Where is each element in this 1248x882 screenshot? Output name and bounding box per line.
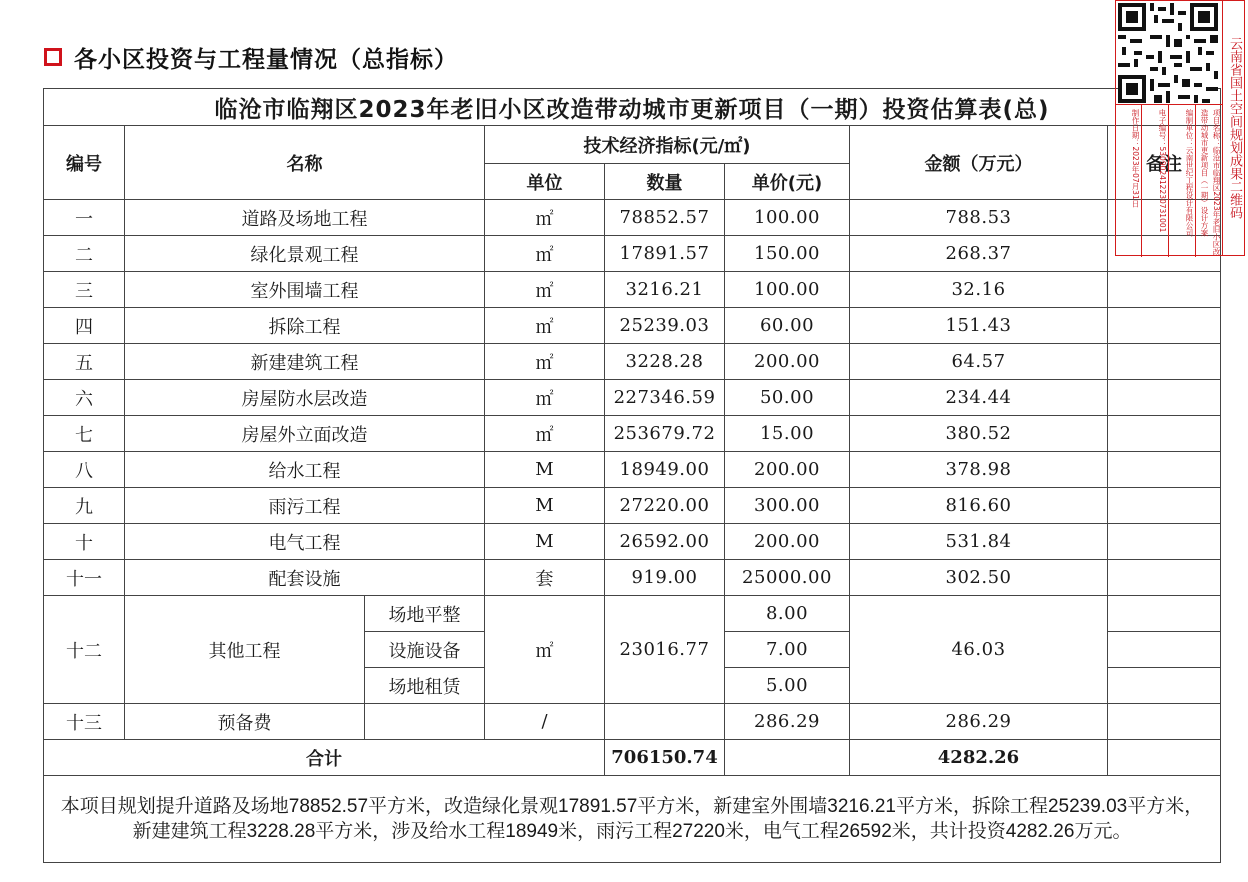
header-price: 单价(元) (725, 164, 850, 200)
row-no: 九 (44, 488, 125, 524)
row-unit: ㎡ (485, 596, 605, 704)
row-name: 新建建筑工程 (125, 344, 485, 380)
row-qty: 17891.57 (605, 236, 725, 272)
row-amount: 378.98 (850, 452, 1108, 488)
qr-code-icon (1118, 3, 1218, 103)
row-name: 拆除工程 (125, 308, 485, 344)
row-unit: ㎡ (485, 236, 605, 272)
row-qty: 3228.28 (605, 344, 725, 380)
row-amount: 788.53 (850, 200, 1108, 236)
total-qty: 706150.74 (605, 740, 725, 776)
sub-item-price: 8.00 (725, 596, 850, 632)
row-price: 100.00 (725, 200, 850, 236)
sub-item-price: 5.00 (725, 668, 850, 704)
row-price: 60.00 (725, 308, 850, 344)
sub-item-price: 7.00 (725, 632, 850, 668)
header-remark: 备注 (1108, 126, 1221, 200)
table-row (44, 344, 1221, 380)
total-price-empty (725, 740, 850, 776)
red-square-icon (44, 48, 62, 66)
stamp-col-date: 制作日期：2023年07月31日 (1115, 105, 1142, 257)
row-price: 286.29 (725, 704, 850, 740)
table-title: 临沧市临翔区2023年老旧小区改造带动城市更新项目（一期）投资估算表(总) (44, 89, 1221, 126)
row-name: 预备费 (125, 704, 365, 740)
row-no: 六 (44, 380, 125, 416)
table-row (44, 416, 1221, 452)
row-name: 绿化景观工程 (125, 236, 485, 272)
sub-item-name: 场地租赁 (365, 668, 485, 704)
row-unit: ㎡ (485, 272, 605, 308)
header-tech: 技术经济指标(元/㎡) (485, 126, 850, 164)
row-no: 十二 (44, 596, 125, 704)
row-no: 十 (44, 524, 125, 560)
row-unit: ㎡ (485, 344, 605, 380)
stamp-col-code: 电子编号：5309024122307310​01 (1142, 105, 1169, 257)
row-amount: 380.52 (850, 416, 1108, 452)
row-unit: M (485, 452, 605, 488)
header-no: 编号 (44, 126, 125, 200)
row-qty: 227346.59 (605, 380, 725, 416)
row-no: 十一 (44, 560, 125, 596)
table-row (44, 272, 1221, 308)
qr-code-stamp (1115, 0, 1245, 257)
row-remark (1108, 632, 1221, 668)
sub-item-name: 设施设备 (365, 632, 485, 668)
table-row-other (44, 596, 1221, 632)
header-qty: 数量 (605, 164, 725, 200)
row-amount: 151.43 (850, 308, 1108, 344)
stamp-columns (1115, 104, 1222, 257)
stamp-col-unit: 编制单位：云南世纪工程设计有限公司 (1169, 105, 1196, 257)
row-price: 25000.00 (725, 560, 850, 596)
table-row (44, 308, 1221, 344)
row-remark (1108, 740, 1221, 776)
row-remark (1108, 596, 1221, 632)
summary-note: 本项目规划提升道路及场地78852.57平方米，改造绿化景观17891.57平方米，新建室外围墙3216.21平方米，拆除工程25239.03平方米，新建建筑工程3228.28平方米，涉及给水工程18949米，雨污工程27220米，电气工程26592米，共计投资4282.26万元。 (44, 776, 1221, 863)
row-unit: M (485, 524, 605, 560)
row-amount: 234.44 (850, 380, 1108, 416)
row-name: 给水工程 (125, 452, 485, 488)
row-amount: 268.37 (850, 236, 1108, 272)
total-label: 合计 (44, 740, 605, 776)
row-remark (1108, 560, 1221, 596)
row-qty: 253679.72 (605, 416, 725, 452)
table-row-total (44, 740, 1221, 776)
row-unit: M (485, 488, 605, 524)
row-remark (1108, 380, 1221, 416)
row-unit: ㎡ (485, 200, 605, 236)
row-name: 道路及场地工程 (125, 200, 485, 236)
row-qty (605, 704, 725, 740)
row-unit: / (485, 704, 605, 740)
row-qty: 18949.00 (605, 452, 725, 488)
row-amount: 46.03 (850, 596, 1108, 704)
row-qty: 919.00 (605, 560, 725, 596)
row-qty: 23016.77 (605, 596, 725, 704)
row-unit: ㎡ (485, 416, 605, 452)
stamp-col-project: 项目名称：临沧市临翔区2023年老旧小区改造带动城市更新项目（一期）设计方案 (1200, 109, 1221, 256)
row-price: 200.00 (725, 524, 850, 560)
row-remark (1108, 704, 1221, 740)
row-amount: 32.16 (850, 272, 1108, 308)
row-unit: ㎡ (485, 380, 605, 416)
row-no: 七 (44, 416, 125, 452)
row-qty: 26592.00 (605, 524, 725, 560)
row-unit: 套 (485, 560, 605, 596)
stamp-title: 云南省国土空间规划成果二维码 (1222, 0, 1245, 256)
table-note-row (44, 776, 1221, 863)
section-title: 各小区投资与工程量情况（总指标） (74, 46, 458, 73)
section-heading (44, 40, 458, 74)
table-row-reserve (44, 704, 1221, 740)
row-amount: 531.84 (850, 524, 1108, 560)
row-no: 八 (44, 452, 125, 488)
sub-item-name: 场地平整 (365, 596, 485, 632)
row-price: 50.00 (725, 380, 850, 416)
row-name: 房屋防水层改造 (125, 380, 485, 416)
row-remark (1108, 416, 1221, 452)
header-name: 名称 (125, 126, 485, 200)
table-row (44, 452, 1221, 488)
table-row (44, 380, 1221, 416)
row-qty: 27220.00 (605, 488, 725, 524)
row-remark (1108, 308, 1221, 344)
row-no: 四 (44, 308, 125, 344)
row-unit: ㎡ (485, 308, 605, 344)
row-qty: 25239.03 (605, 308, 725, 344)
row-name: 雨污工程 (125, 488, 485, 524)
row-name: 配套设施 (125, 560, 485, 596)
row-price: 100.00 (725, 272, 850, 308)
header-amount: 金额（万元） (850, 126, 1108, 200)
row-name: 电气工程 (125, 524, 485, 560)
row-sub-empty (365, 704, 485, 740)
row-amount: 302.50 (850, 560, 1108, 596)
header-unit: 单位 (485, 164, 605, 200)
row-remark (1108, 344, 1221, 380)
row-remark (1108, 524, 1221, 560)
table-row (44, 560, 1221, 596)
row-no: 一 (44, 200, 125, 236)
investment-table (43, 88, 1221, 863)
row-no: 三 (44, 272, 125, 308)
row-remark (1108, 272, 1221, 308)
table-row (44, 488, 1221, 524)
row-qty: 3216.21 (605, 272, 725, 308)
table-row (44, 524, 1221, 560)
row-price: 300.00 (725, 488, 850, 524)
row-amount: 64.57 (850, 344, 1108, 380)
row-price: 200.00 (725, 344, 850, 380)
row-price: 200.00 (725, 452, 850, 488)
row-price: 150.00 (725, 236, 850, 272)
row-name: 房屋外立面改造 (125, 416, 485, 452)
row-amount: 816.60 (850, 488, 1108, 524)
table-row (44, 200, 1221, 236)
row-amount: 286.29 (850, 704, 1108, 740)
row-qty: 78852.57 (605, 200, 725, 236)
row-no: 十三 (44, 704, 125, 740)
row-price: 15.00 (725, 416, 850, 452)
row-remark (1108, 488, 1221, 524)
row-name: 其他工程 (125, 596, 365, 704)
row-no: 五 (44, 344, 125, 380)
row-remark (1108, 452, 1221, 488)
row-name: 室外围墙工程 (125, 272, 485, 308)
row-no: 二 (44, 236, 125, 272)
table-row (44, 236, 1221, 272)
row-remark (1108, 668, 1221, 704)
total-amount: 4282.26 (850, 740, 1108, 776)
